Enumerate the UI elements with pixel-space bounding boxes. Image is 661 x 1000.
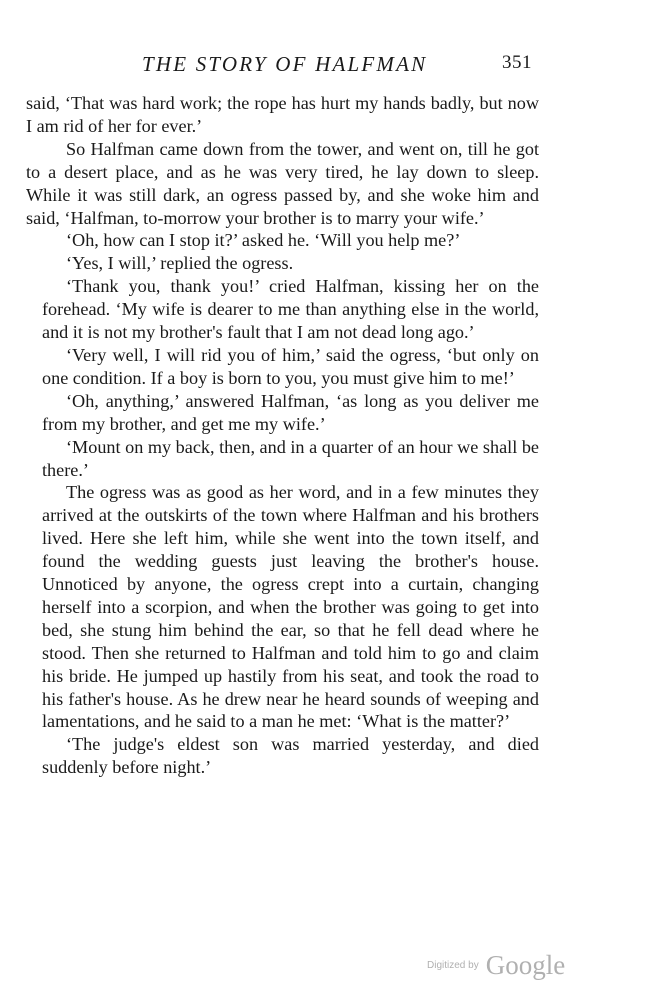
paragraph: ‘Thank you, thank you!’ cried Halfman, kissing her on the forehead. ‘My wife is dearer to me than anything else in the world, and it is not my brother's fault that I am not dead long ago.’ <box>42 276 539 343</box>
google-logo: Google <box>485 950 566 980</box>
running-title: THE STORY OF HALFMAN <box>142 52 428 76</box>
digitized-by-google-watermark <box>427 950 565 981</box>
paragraph: ‘Oh, anything,’ answered Halfman, ‘as long as you deliver me from my brother, and get me my wife.’ <box>42 390 539 434</box>
paragraph: ‘Oh, how can I stop it?’ asked he. ‘Will you help me?’ <box>66 230 461 251</box>
watermark-prefix: Digitized by <box>427 960 479 971</box>
paragraph: The ogress was as good as her word, and in a few minutes they arrived at the outskirts of the town where Halfman and his brothers lived. Here she left him, while she went into the town itself, and found the wedding guests just leaving the brother's house. Unnoticed by anyone, the ogress crept into a curtain, changing herself into a scorpion, and when the brother was going to get into bed, she stung him behind the ear, so that he fell dead where he stood. Then she returned to Halfman and told him to go and claim his bride. He jumped up hastily from his seat, and took the road to his father's house. As he drew near he heard sounds of weeping and lamentations, and he said to a man he met: ‘What is the matter?’ <box>42 482 539 732</box>
paragraph: So Halfman came down from the tower, and went on, till he got to a desert place, and as he was very tired, he lay down to sleep. While it was still dark, an ogress passed by, and she woke him and said, ‘Halfman, to-morrow your brother is to marry your wife.’ <box>26 138 539 228</box>
running-head <box>24 52 532 82</box>
paragraph: ‘Mount on my back, then, and in a quarter of an hour we shall be there.’ <box>42 436 539 480</box>
body-text <box>26 92 539 779</box>
paragraph: ‘Yes, I will,’ replied the ogress. <box>66 253 294 274</box>
paragraph: said, ‘That was hard work; the rope has hurt my hands badly, but now I am rid of her for ever.’ <box>26 93 539 136</box>
paragraph: ‘The judge's eldest son was married yesterday, and died suddenly before night.’ <box>42 734 539 778</box>
page-number: 351 <box>502 52 532 73</box>
paragraph: ‘Very well, I will rid you of him,’ said the ogress, ‘but only on one condition. If a boy is born to you, you must give him to me!’ <box>42 344 539 388</box>
